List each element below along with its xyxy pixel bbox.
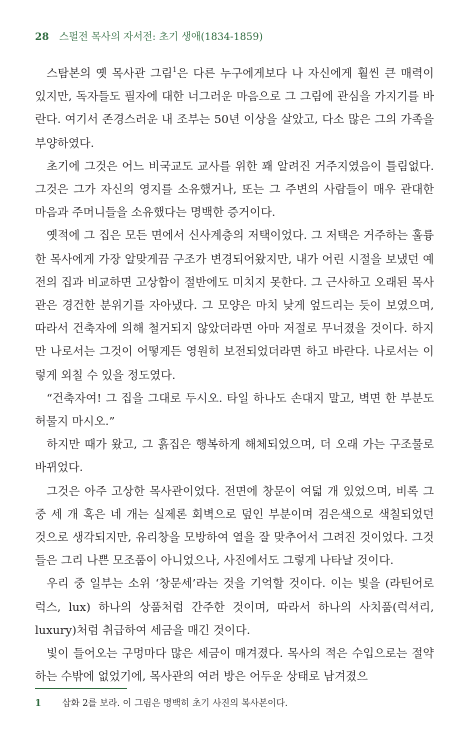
running-title: 스펄전 목사의 자서전: 초기 생애(1834-1859) (59, 32, 263, 43)
paragraph: 빛이 들어오는 구멍마다 많은 세금이 매겨졌다. 목사의 적은 수입으로는 절약하는 수밖에 없었기에, 목사관의 여러 방은 어두운 상태로 남겨졌으 (35, 646, 434, 684)
footnote-divider (35, 688, 127, 689)
paragraph: “건축자여! 그 집을 그대로 두시오. 타일 하나도 손대지 말고, 벽면 한 부분도 허물지 마시오.” (35, 390, 434, 429)
paragraph-text: 스탐본의 옛 목사관 그림 (46, 66, 173, 80)
footnote-text: 삽화 2를 보라. 이 그림은 명백히 초기 사진의 복사본이다. (62, 699, 288, 709)
paragraph: 그것은 아주 고상한 목사관이었다. 전면에 창문이 여덟 개 있었으며, 비록 그중 세 개 혹은 네 개는 실제론 회벽으로 덮인 부분이며 검은색으로 색칠되었던 것으로 생각되지만, 유리창을 모방하여 열을 잘 맞추어서 그려진 것이었다. 그것들은 그리 나쁜 모조품이 아니었으나, 사진에서도 그렇게 나타날 것이다. (35, 483, 434, 568)
footnote-number: 1 (35, 699, 42, 709)
paragraph: 초기에 그것은 어느 비국교도 교사를 위한 꽤 알려진 거주지였음이 틀림없다. 그것은 그가 자신의 영지를 소유했거나, 또는 그 주변의 사람들이 매우 관대한 마음과 주머니들을 소유했다는 명백한 증거이다. (35, 158, 434, 220)
paragraph (35, 62, 434, 155)
page-number: 28 (35, 32, 49, 43)
footnote (35, 698, 434, 710)
paragraph-text: 은 다른 누구에게보다 나 자신에게 훨씬 큰 매력이 있지만, 독자들도 필자에 대한 너그러운 마음으로 그 그림에 관심을 가지기를 바란다. 여기서 존경스러운 내 조부는 50년 이상을 살았고, 다소 많은 그의 가족을 부양하였다. (35, 66, 434, 150)
running-header (35, 28, 450, 43)
footnote-ref[interactable]: 1 (172, 66, 177, 75)
paragraph: 하지만 때가 왔고, 그 흙집은 행복하게 해체되었으며, 더 오래 가는 구조물로 바뀌었다. (35, 437, 434, 475)
body-text (35, 62, 434, 688)
paragraph: 옛적에 그 집은 모든 면에서 신사계층의 저택이었다. 그 저택은 거주하는 훌륭한 목사에게 가장 알맞게끔 구조가 변경되어왔지만, 내가 어린 시절을 보냈던 예전의 집과 비교하면 고상함이 절반에도 미치지 못한다. 그 근사하고 오래된 목사관은 경건한 분위기를 자아냈다. 그 모양은 마치 낮게 엎드리는 듯이 보였으며, 따라서 건축자에 의해 철거되지 않았더라면 아마 저절로 무너졌을 것이다. 하지만 나로서는 그것이 어떻게든 영원히 보전되었더라면 하고 바란다. 나로서는 이렇게 외칠 수 있을 정도였다. (35, 228, 434, 382)
paragraph: 우리 중 일부는 소위 ‘창문세’라는 것을 기억할 것이다. 이는 빛을 (라틴어로 럭스, lux) 하나의 상품처럼 간주한 것이며, 따라서 하나의 사치품(럭셔리, luxury)처럼 취급하여 세금을 매긴 것이다. (35, 576, 434, 637)
